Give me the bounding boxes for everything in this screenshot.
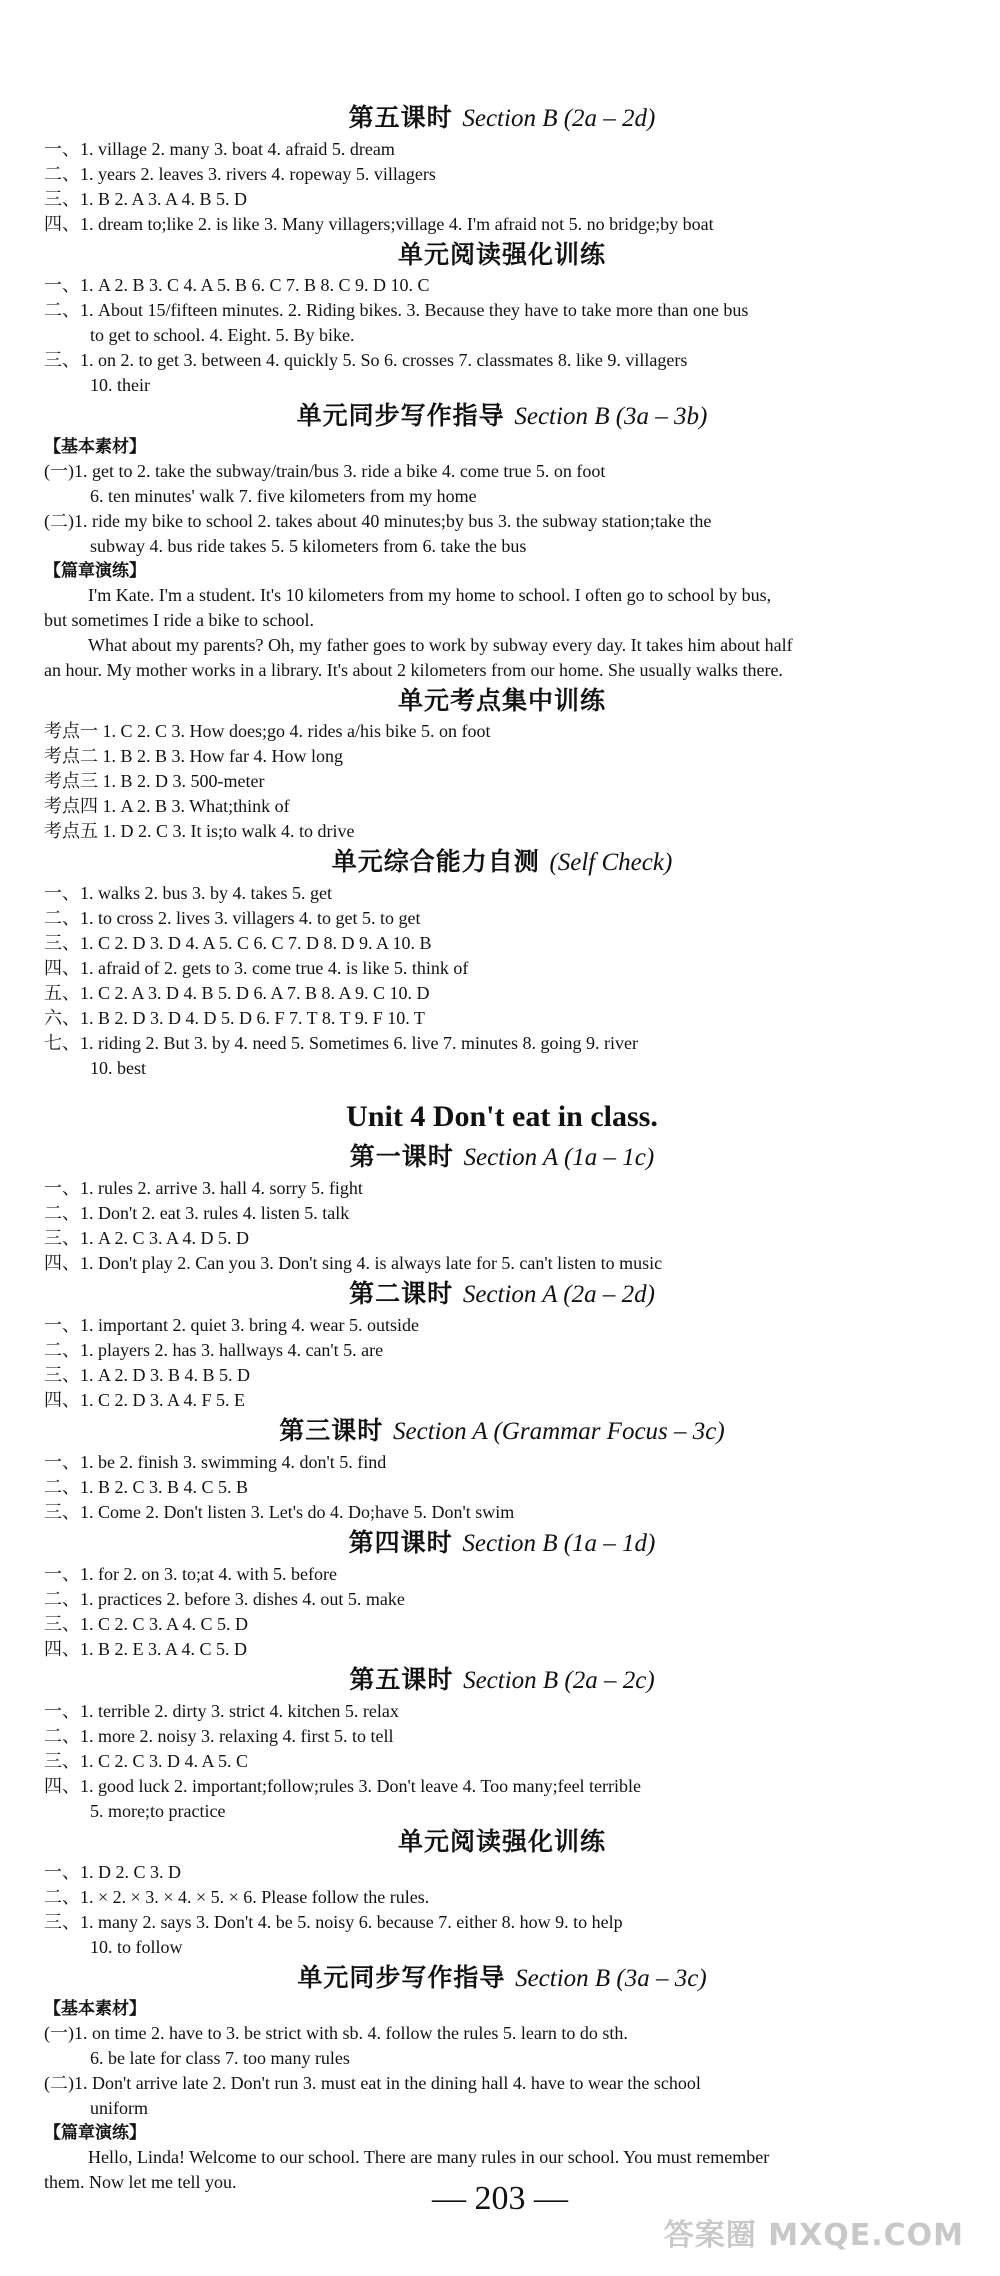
unit-title: Unit 4 Don't eat in class. (346, 1100, 658, 1133)
answer-line: 一、1. village 2. many 3. boat 4. afraid 5. dream (44, 139, 395, 159)
answer-line: 六、1. B 2. D 3. D 4. D 5. D 6. F 7. T 8. T 9. F 10. T (44, 1008, 425, 1028)
answer-line: but sometimes I ride a bike to school. (44, 610, 314, 630)
section-heading-zh: 单元同步写作指导 (297, 1963, 506, 1992)
answer-line: 10. to follow (90, 1937, 183, 1957)
section-heading-en: Section A (1a – 1c) (463, 1144, 655, 1171)
section-heading-zh: 单元同步写作指导 (296, 401, 505, 430)
section-heading-zh: 第三课时 (279, 1416, 384, 1445)
answer-line: 二、1. Don't 2. eat 3. rules 4. listen 5. talk (44, 1203, 350, 1223)
answer-line: 二、1. About 15/fifteen minutes. 2. Riding bikes. 3. Because they have to take more than one bus (44, 300, 749, 320)
section-heading (44, 1824, 960, 1860)
answer-line: 考点四 1. A 2. B 3. What;think of (44, 796, 290, 816)
answer-content (44, 100, 960, 2195)
section-heading (44, 683, 960, 719)
section-heading (44, 398, 960, 435)
answer-line: them. Now let me tell you. (44, 2172, 237, 2192)
answer-line: What about my parents? Oh, my father goes to work by subway every day. It takes him about half (88, 635, 793, 655)
watermark-logo: 答案圈 MXQE.COM (663, 2218, 964, 2253)
answer-line: 二、1. to cross 2. lives 3. villagers 4. to get 5. to get (44, 908, 421, 928)
section-heading-zh: 单元阅读强化训练 (397, 1827, 606, 1856)
answer-line: I'm Kate. I'm a student. It's 10 kilometers from my home to school. I often go to school by bus, (88, 585, 772, 605)
answer-line: 四、1. Don't play 2. Can you 3. Don't sing 4. is always late for 5. can't listen to music (44, 1253, 663, 1273)
answer-line: 6. ten minutes' walk 7. five kilometers from my home (90, 486, 477, 506)
answer-line: 6. be late for class 7. too many rules (90, 2048, 350, 2068)
answer-line: 考点三 1. B 2. D 3. 500-meter (44, 771, 265, 791)
answer-line: an hour. My mother works in a library. It's about 2 kilometers from our home. She usually walks there. (44, 660, 783, 680)
answer-line: 三、1. A 2. C 3. A 4. D 5. D (44, 1228, 250, 1248)
answer-line: 三、1. B 2. A 3. A 4. B 5. D (44, 189, 248, 209)
answer-line: 四、1. good luck 2. important;follow;rules 3. Don't leave 4. Too many;feel terrible (44, 1776, 642, 1796)
answer-line: 一、1. D 2. C 3. D (44, 1862, 182, 1882)
answer-line: 三、1. A 2. D 3. B 4. B 5. D (44, 1365, 251, 1385)
answer-line: 考点一 1. C 2. C 3. How does;go 4. rides a/his bike 5. on foot (44, 721, 491, 741)
section-heading-zh: 第五课时 (348, 103, 453, 132)
answer-line: 二、1. × 2. × 3. × 4. × 5. × 6. Please follow the rules. (44, 1887, 430, 1907)
answer-line: 二、1. years 2. leaves 3. rivers 4. ropeway 5. villagers (44, 164, 436, 184)
answer-line: to get to school. 4. Eight. 5. By bike. (90, 325, 355, 345)
section-heading-en: Section A (Grammar Focus – 3c) (393, 1418, 725, 1445)
section-heading-en: (Self Check) (549, 849, 673, 876)
answer-line: 一、1. walks 2. bus 3. by 4. takes 5. get (44, 883, 332, 903)
section-heading (44, 1960, 960, 1997)
page-number: — 203 — (432, 2180, 568, 2217)
section-heading-zh: 第一课时 (349, 1142, 454, 1171)
answer-line: 一、1. A 2. B 3. C 4. A 5. B 6. C 7. B 8. C 9. D 10. C (44, 275, 430, 295)
section-heading-en: Section B (3a – 3b) (514, 403, 708, 430)
section-heading-en: Section B (2a – 2d) (462, 105, 656, 132)
answer-line: 二、1. players 2. has 3. hallways 4. can't 5. are (44, 1340, 384, 1360)
answer-line: uniform (90, 2098, 148, 2118)
section-heading-en: Section A (2a – 2d) (462, 1281, 655, 1308)
answer-line: 二、1. more 2. noisy 3. relaxing 4. first 5. to tell (44, 1726, 394, 1746)
section-heading-zh: 第五课时 (349, 1665, 454, 1694)
answer-line: 二、1. B 2. C 3. B 4. C 5. B (44, 1477, 249, 1497)
answer-line: 10. their (90, 375, 150, 395)
section-heading (44, 1525, 960, 1562)
section-heading-en: Section B (2a – 2c) (463, 1667, 655, 1694)
answer-line: 三、1. on 2. to get 3. between 4. quickly 5. So 6. crosses 7. classmates 8. like 9. villagers (44, 350, 688, 370)
answer-line: 七、1. riding 2. But 3. by 4. need 5. Sometimes 6. live 7. minutes 8. going 9. river (44, 1033, 638, 1053)
answer-line: 10. best (90, 1058, 146, 1078)
section-heading (44, 1413, 960, 1450)
answer-line: 四、1. C 2. D 3. A 4. F 5. E (44, 1390, 246, 1410)
material-tag: 【基本素材】 (44, 1999, 146, 2019)
answer-line: 三、1. C 2. D 3. D 4. A 5. C 6. C 7. D 8. D 9. A 10. B (44, 933, 432, 953)
section-heading (44, 1139, 960, 1176)
answer-line: 三、1. C 2. C 3. D 4. A 5. C (44, 1751, 249, 1771)
answer-line: 三、1. many 2. says 3. Don't 4. be 5. noisy 6. because 7. either 8. how 9. to help (44, 1912, 623, 1932)
answer-line: subway 4. bus ride takes 5. 5 kilometers from 6. take the bus (90, 536, 527, 556)
answer-line: 二、1. practices 2. before 3. dishes 4. out 5. make (44, 1589, 405, 1609)
section-heading-zh: 单元考点集中训练 (397, 686, 606, 715)
answer-line: (一)1. on time 2. have to 3. be strict with sb. 4. follow the rules 5. learn to do sth. (44, 2023, 628, 2043)
section-heading-zh: 单元阅读强化训练 (397, 240, 606, 269)
section-heading (44, 100, 960, 137)
answer-line: (一)1. get to 2. take the subway/train/bus 3. ride a bike 4. come true 5. on foot (44, 461, 606, 481)
answer-line: (二)1. Don't arrive late 2. Don't run 3. must eat in the dining hall 4. have to wear the school (44, 2073, 701, 2093)
section-heading (44, 237, 960, 273)
answer-line: 四、1. afraid of 2. gets to 3. come true 4. is like 5. think of (44, 958, 469, 978)
section-heading-zh: 第四课时 (348, 1528, 453, 1557)
material-tag: 【篇章演练】 (44, 2123, 146, 2143)
material-tag: 【基本素材】 (44, 437, 146, 457)
answer-line: 一、1. rules 2. arrive 3. hall 4. sorry 5. fight (44, 1178, 363, 1198)
answer-line: 一、1. important 2. quiet 3. bring 4. wear 5. outside (44, 1315, 419, 1335)
answer-line: 考点五 1. D 2. C 3. It is;to walk 4. to drive (44, 821, 355, 841)
answer-line: 四、1. dream to;like 2. is like 3. Many villagers;village 4. I'm afraid not 5. no bridge;by boat (44, 214, 714, 234)
answer-line: 四、1. B 2. E 3. A 4. C 5. D (44, 1639, 248, 1659)
section-heading (44, 1276, 960, 1313)
section-heading (44, 1662, 960, 1699)
answer-line: 一、1. be 2. finish 3. swimming 4. don't 5. find (44, 1452, 387, 1472)
answer-line: Hello, Linda! Welcome to our school. There are many rules in our school. You must remember (88, 2147, 770, 2167)
answer-line: 5. more;to practice (90, 1801, 226, 1821)
answer-line: 三、1. C 2. C 3. A 4. C 5. D (44, 1614, 249, 1634)
section-heading-zh: 单元综合能力自测 (331, 847, 540, 876)
answer-line: 一、1. terrible 2. dirty 3. strict 4. kitchen 5. relax (44, 1701, 399, 1721)
section-heading-en: Section B (1a – 1d) (462, 1530, 656, 1557)
answer-line: (二)1. ride my bike to school 2. takes about 40 minutes;by bus 3. the subway station;take the (44, 511, 712, 531)
material-tag: 【篇章演练】 (44, 561, 146, 581)
answer-line: 一、1. for 2. on 3. to;at 4. with 5. before (44, 1564, 337, 1584)
answer-line: 五、1. C 2. A 3. D 4. B 5. D 6. A 7. B 8. A 9. C 10. D (44, 983, 430, 1003)
section-heading-zh: 第二课时 (349, 1279, 454, 1308)
answer-line: 三、1. Come 2. Don't listen 3. Let's do 4. Do;have 5. Don't swim (44, 1502, 515, 1522)
answer-line: 考点二 1. B 2. B 3. How far 4. How long (44, 746, 343, 766)
section-heading-en: Section B (3a – 3c) (515, 1965, 707, 1992)
section-heading (44, 844, 960, 881)
